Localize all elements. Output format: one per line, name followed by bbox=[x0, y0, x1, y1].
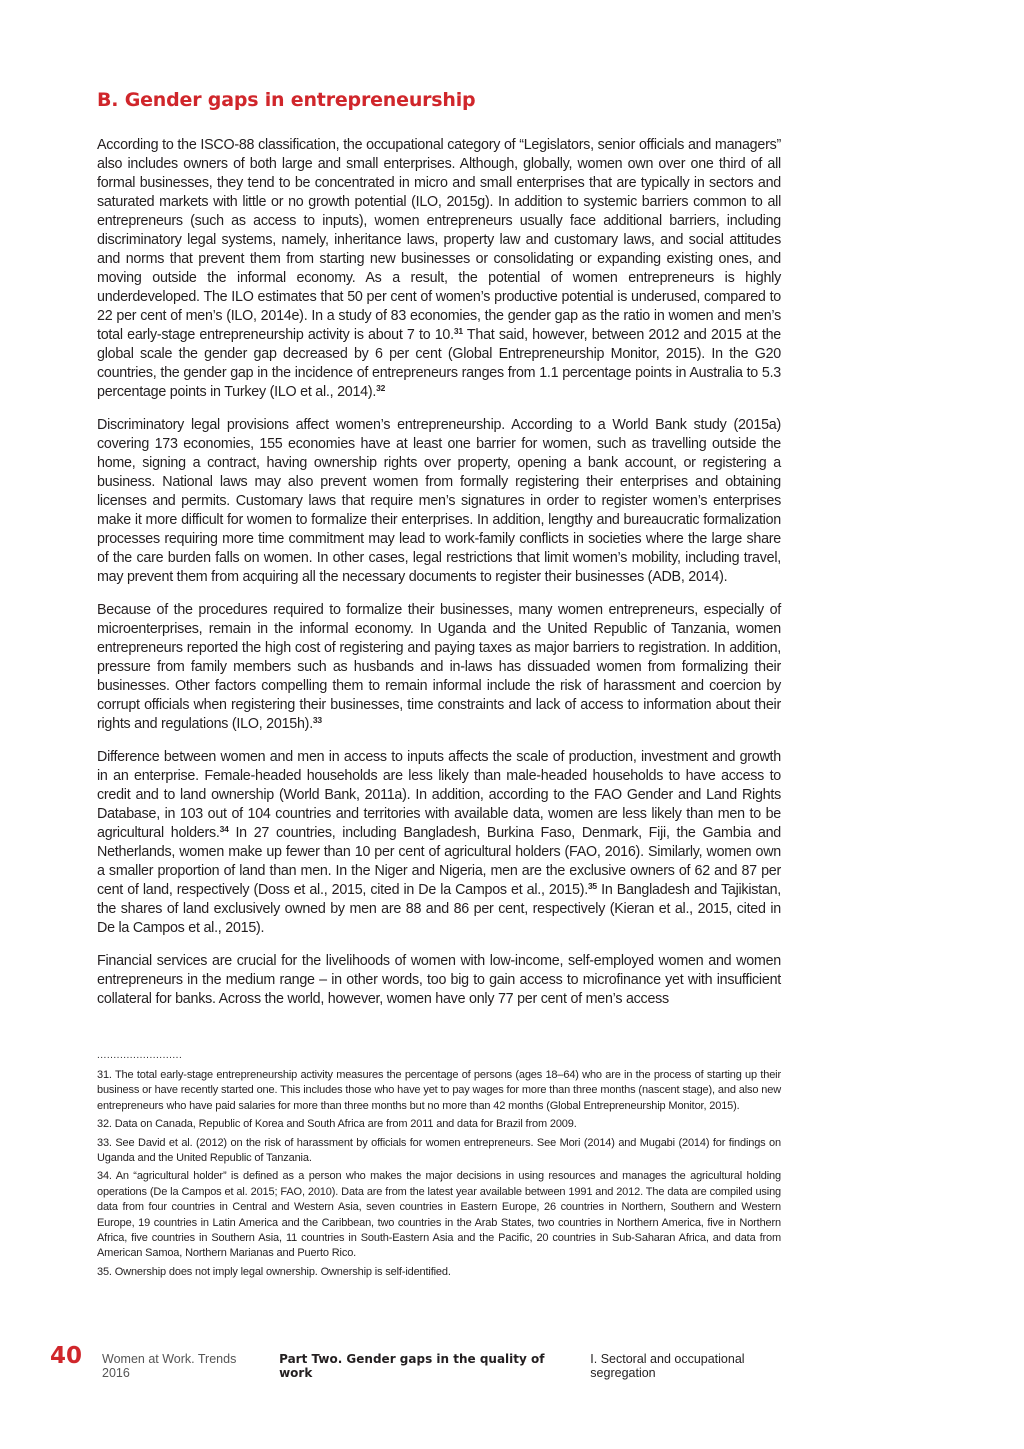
footnote: 34. An “agricultural holder” is defined as a person who makes the major decisions in using resources and manages the agricultural holding operations (De la Campos et al. 2015; FAO, 2010). Data are from the latest year available between 1991 and 2012. The data are compiled using data from four countries in Central and Western Asia, seven countries in Eastern Europe, 26 countries in Northern, Southern and Western Europe, 19 countries in Latin America and the Caribbean, two countries in the Arab States, two countries in Northern America, five in Northern Africa, five countries in Southern Asia, 11 countries in South-Eastern Asia and the Pacific, 20 countries in Sub-Saharan Africa, and data from American Samoa, Northern Marianas and Puerto Rico. bbox=[97, 1170, 781, 1260]
footnote: 31. The total early-stage entrepreneurship activity measures the percentage of persons (ages 18–64) who are in the process of starting up their business or have recently started one. This includes those who have yet to pay wages for more than three months (nascent stage), and also new entrepreneurs who have paid salaries for more than three months but no more than 42 months (Global Entrepreneurship Monitor, 2015). bbox=[97, 1069, 781, 1112]
page-number: 40 bbox=[50, 1343, 83, 1369]
paragraph-text: Because of the procedures required to formalize their businesses, many women entrepreneurs, especially of microenterprises, remain in the informal economy. In Uganda and the United Republic of Tanzania, women entrepreneurs reported the high cost of registering and paying taxes as major barriers to registration. In addition, pressure from family members such as husbands and in-laws has dissuaded women from formalizing their businesses. Other factors compelling them to remain informal include the risk of harassment and coercion by corrupt officials when registering their businesses, time constraints and lack of access to information about their rights and regulations (ILO, 2015h). bbox=[97, 602, 781, 732]
footnote: 35. Ownership does not imply legal ownership. Ownership is self-identified. bbox=[97, 1265, 451, 1278]
paragraph-text: That said, however, between 2012 and 2015 at the global scale the gender gap decreased by 6 per cent (Global Entrepreneurship Monitor, 2015). In the G20 countries, the gender gap in the incidence of entrepreneurs ranges from 1.1 percentage points in Australia to 5.3 percentage points in Turkey (ILO et al., 2014). bbox=[97, 327, 781, 400]
part-title: Part Two. Gender gaps in the quality of work bbox=[279, 1352, 545, 1380]
footnote: 33. See David et al. (2012) on the risk of harassment by officials for women entrepreneurs. See Mori (2014) and Mugabi (2014) for findings on Uganda and the United Republic of Tanzania. bbox=[97, 1136, 781, 1165]
footnote-marker[interactable]: 32 bbox=[376, 383, 386, 393]
paragraph bbox=[97, 952, 781, 1009]
paragraph bbox=[97, 136, 781, 402]
footnote-marker[interactable]: 33 bbox=[312, 715, 322, 725]
paragraph-text: In 27 countries, including Bangladesh, Burkina Faso, Denmark, Fiji, the Gambia and Netherlands, women make up fewer than 10 per cent of agricultural holders (FAO, 2016). Similarly, women own a smaller proportion of land than men. In the Niger and Nigeria, men are the exclusive owners of 62 and 87 per cent of land, respectively (Doss et al., 2015, cited in De la Campos et al., 2015). bbox=[97, 825, 781, 898]
footnotes bbox=[97, 1068, 781, 1283]
footnote-marker[interactable]: 35 bbox=[587, 881, 597, 891]
footnote: 32. Data on Canada, Republic of Korea and South Africa are from 2011 and data for Brazil from 2009. bbox=[97, 1118, 577, 1131]
paragraph bbox=[97, 416, 781, 587]
section-heading: B. Gender gaps in entrepreneurship bbox=[97, 89, 476, 111]
footnote-marker[interactable]: 34 bbox=[219, 824, 229, 834]
paragraph-text: Discriminatory legal provisions affect women’s entrepreneurship. According to a World Bank study (2015a) covering 173 economies, 155 economies have at least one barrier for women, such as travelling outside the home, signing a contract, having ownership rights over property, opening a bank account, or registering a business. National laws may also prevent women from formally registering their enterprises and obtaining licenses and permits. Customary laws that require men’s signatures in order to register women’s enterprises make it more difficult for women to formalize their enterprises. In addition, lengthy and bureaucratic formalization processes requiring more time commitment may lead to work-family conflicts in societies where the large share of the care burden falls on women. In other cases, legal restrictions that limit women’s mobility, including travel, may prevent them from acquiring all the necessary documents to register their businesses (ADB, 2014). bbox=[97, 417, 781, 585]
paragraph-text: Difference between women and men in access to inputs affects the scale of production, investment and growth in an enterprise. Female-headed households are less likely than male-headed households to have access to credit and to land ownership (World Bank, 2011a). In addition, according to the FAO Gender and Land Rights Database, in 103 out of 104 countries and territories with available data, women are less likely than men to be agricultural holders. bbox=[97, 749, 781, 841]
paragraph bbox=[97, 748, 781, 938]
paragraph-text: Financial services are crucial for the livelihoods of women with low-income, self-employed women and women entrepreneurs in the medium range – in other words, too big to gain access to microfinance yet with insufficient collateral for banks. Across the world, however, women have only 77 per cent of men’s access bbox=[97, 953, 781, 1007]
section-title: I. Sectoral and occupational segregation bbox=[590, 1352, 745, 1380]
report-title: Women at Work. Trends 2016 bbox=[102, 1352, 237, 1380]
paragraph bbox=[97, 601, 781, 734]
body-text bbox=[97, 136, 781, 1023]
paragraph-text: In Bangladesh and Tajikistan, the shares of land exclusively owned by men are 88 and 86 per cent, respectively (Kieran et al., 2015, cited in De la Campos et al., 2015). bbox=[97, 882, 782, 936]
footnote-marker[interactable]: 31 bbox=[453, 326, 463, 336]
paragraph-text: According to the ISCO-88 classification, the occupational category of “Legislators, senior officials and managers” also includes owners of both large and small enterprises. Although, globally, women own over one third of all formal businesses, they tend to be concentrated in micro and small enterprises that are typically in sectors and saturated markets with little or no growth potential (ILO, 2015g). In addition to systemic barriers common to all entrepreneurs (such as access to inputs), women entrepreneurs usually face additional barriers, including discriminatory legal systems, namely, inheritance laws, property law and customary laws, and social attitudes and norms that prevent them from starting new businesses or consolidating or expanding existing ones, and moving outside the informal economy. As a result, the potential of women entrepreneurs is highly underdeveloped. The ILO estimates that 50 per cent of women’s productive potential is underused, compared to 22 per cent of men’s (ILO, 2014e). In a study of 83 economies, the gender gap as the ratio in women and men’s total early-stage entrepreneurship activity is about 7 to 10. bbox=[97, 137, 781, 343]
page-footer bbox=[50, 1343, 810, 1380]
footnote-separator: .......................... bbox=[97, 1050, 183, 1061]
